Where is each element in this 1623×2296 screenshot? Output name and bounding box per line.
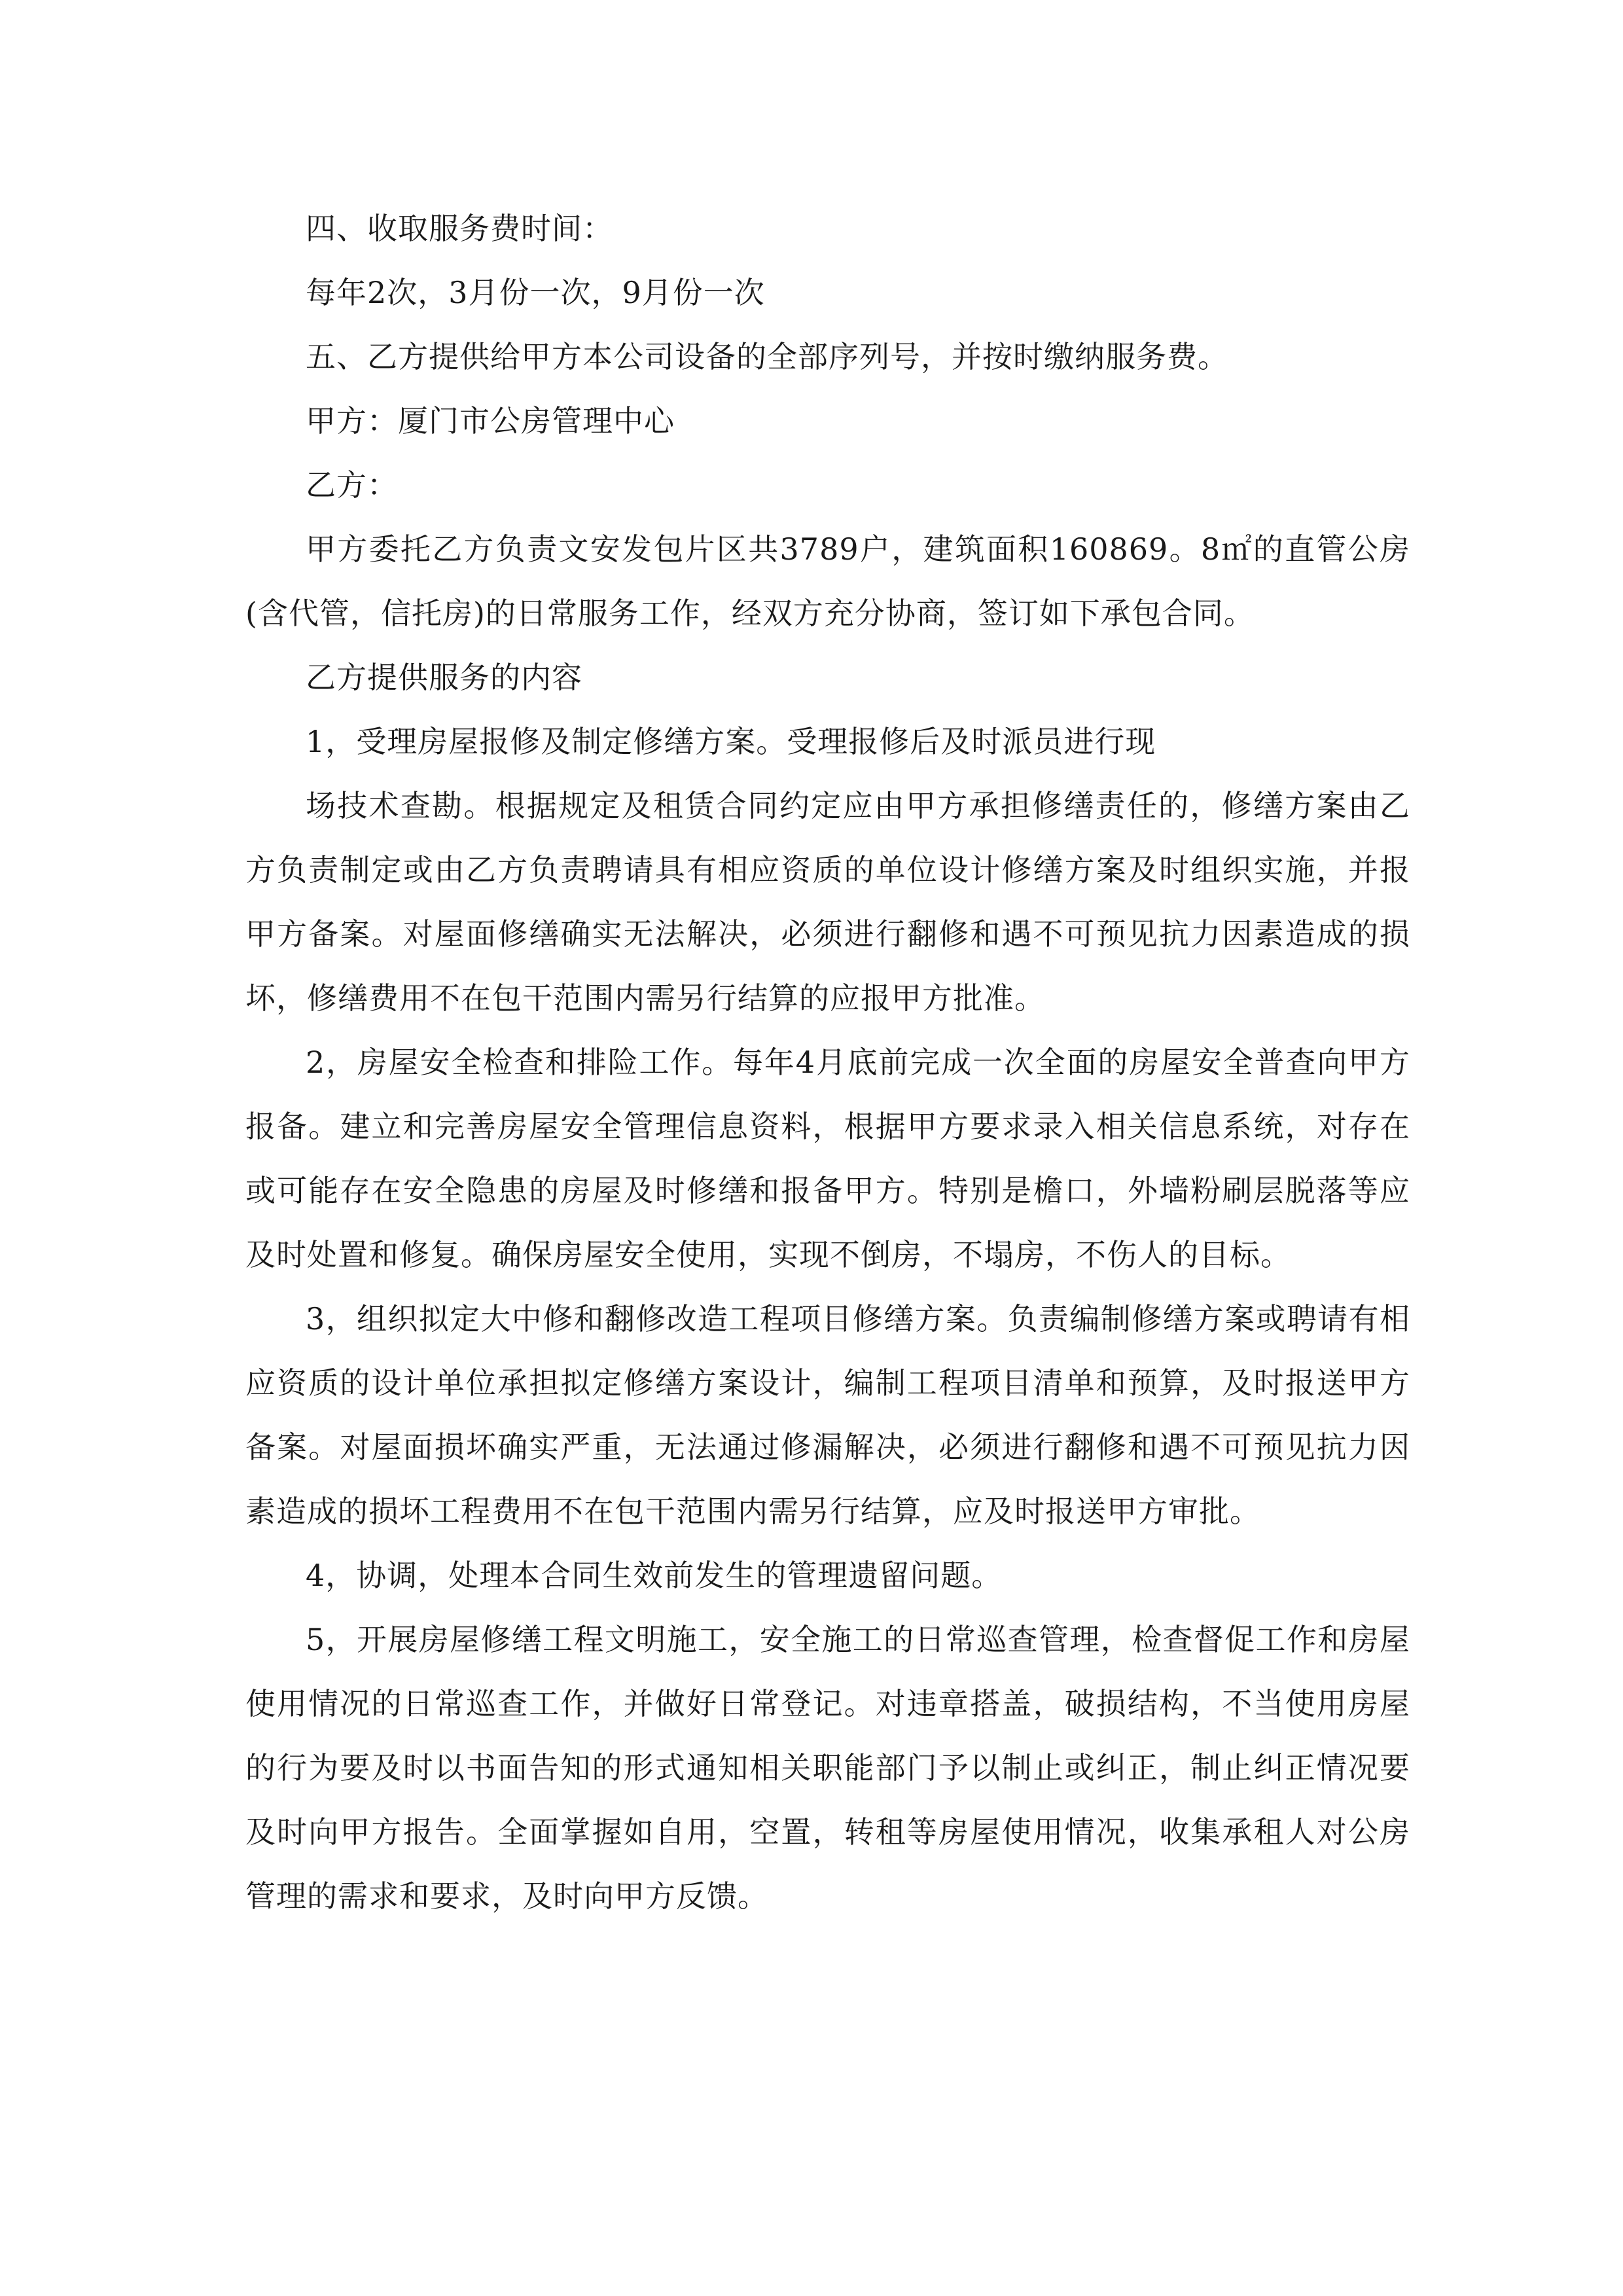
paragraph-fee-schedule: 每年2次，3月份一次，9月份一次 [306, 275, 765, 310]
paragraph-party-b: 乙方： [306, 467, 398, 503]
paragraph-commission: 甲方委托乙方负责文安发包片区共3789户，建筑面积160869。8㎡的直管公房(含代管，信托房)的日常服务工作，经双方充分协商，签订如下承包合同。 [245, 531, 1410, 631]
paragraph-item-1-first-line: 1，受理房屋报修及制定修缮方案。受理报修后及时派员进行现 [306, 724, 1156, 759]
paragraph-item-4: 4，协调，处理本合同生效前发生的管理遗留问题。 [306, 1558, 1003, 1593]
paragraph-item-5: 5，开展房屋修缮工程文明施工，安全施工的日常巡查管理，检查督促工作和房屋使用情况的日常巡查工作，并做好日常登记。对违章搭盖，破损结构，不当使用房屋的行为要及时以书面告知的形式通知相关职能部门予以制止或纠正，制止纠正情况要及时向甲方报告。全面掌握如自用，空置，转租等房屋使用情况，收集承租人对公房管理的需求和要求，及时向甲方反馈。 [245, 1622, 1410, 1914]
paragraph-section-4-heading: 四、收取服务费时间： [306, 211, 613, 246]
paragraph-item-1-body: 场技术查勘。根据规定及租赁合同约定应由甲方承担修缮责任的，修缮方案由乙方负责制定或由乙方负责聘请具有相应资质的单位设计修缮方案及时组织实施，并报甲方备案。对屋面修缮确实无法解决，必须进行翻修和遇不可预见抗力因素造成的损坏，修缮费用不在包干范围内需另行结算的应报甲方批准。 [245, 788, 1410, 1016]
document-body [245, 196, 1410, 1928]
paragraph-party-a: 甲方：厦门市公房管理中心 [306, 403, 675, 439]
paragraph-service-content-heading: 乙方提供服务的内容 [306, 660, 582, 695]
paragraph-item-2: 2，房屋安全检查和排险工作。每年4月底前完成一次全面的房屋安全普查向甲方报备。建立和完善房屋安全管理信息资料，根据甲方要求录入相关信息系统，对存在或可能存在安全隐患的房屋及时修缮和报备甲方。特别是檐口，外墙粉刷层脱落等应及时处置和修复。确保房屋安全使用，实现不倒房，不塌房，不伤人的目标。 [245, 1045, 1410, 1272]
paragraph-section-5: 五、乙方提供给甲方本公司设备的全部序列号，并按时缴纳服务费。 [306, 339, 1228, 374]
paragraph-item-3: 3，组织拟定大中修和翻修改造工程项目修缮方案。负责编制修缮方案或聘请有相应资质的设计单位承担拟定修缮方案设计，编制工程项目清单和预算，及时报送甲方备案。对屋面损坏确实严重，无法通过修漏解决，必须进行翻修和遇不可预见抗力因素造成的损坏工程费用不在包干范围内需另行结算，应及时报送甲方审批。 [245, 1301, 1410, 1529]
